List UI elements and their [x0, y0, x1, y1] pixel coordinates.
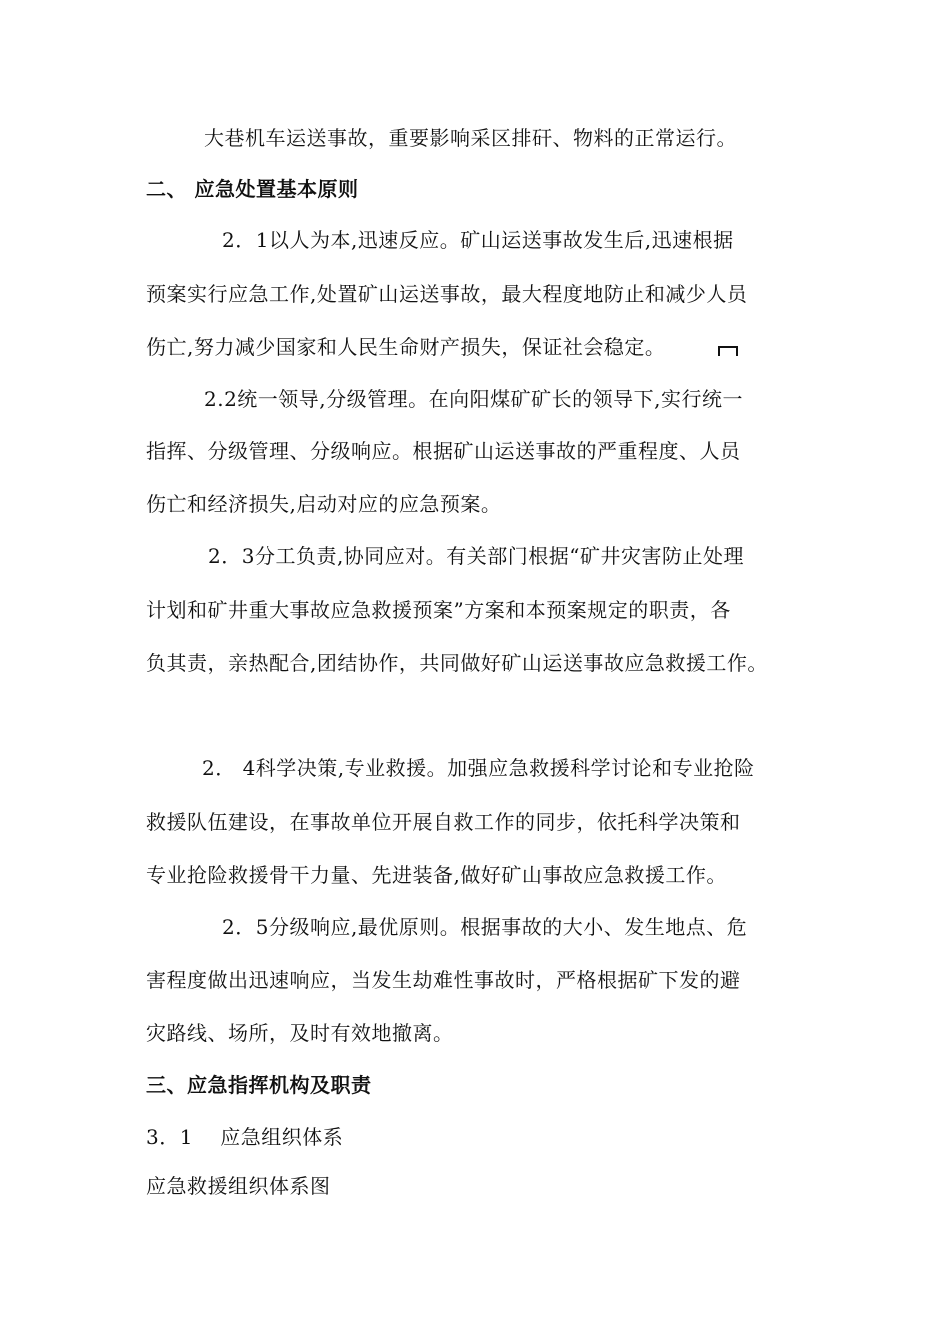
paragraph-line-2-3b: 计划和矿井重大事故应急救援预案”方案和本预案规定的职责，各 [146, 598, 731, 622]
figure-caption: 应急救援组织体系图 [146, 1174, 331, 1198]
paragraph-line-1: 大巷机车运送事故，重要影响采区排矸、物料的正常运行。 [204, 126, 737, 150]
paragraph-line-2-2c: 伤亡和经济损失,启动对应的应急预案。 [146, 492, 502, 516]
paragraph-line-2-2b: 指挥、分级管理、分级响应。根据矿山运送事故的严重程度、人员 [146, 439, 741, 463]
paragraph-line-2-4a: 2． 4科学决策,专业救援。加强应急救援科学讨论和专业抢险 [202, 756, 755, 780]
paragraph-line-2-5b: 害程度做出迅速响应，当发生劫难性事故时，严格根据矿下发的避 [146, 968, 741, 992]
paragraph-line-2-4b: 救援队伍建设，在事故单位开展自救工作的同步，依托科学决策和 [146, 810, 741, 834]
paragraph-line-2-5a: 2．5分级响应,最优原则。根据事故的大小、发生地点、危 [222, 915, 748, 939]
section-heading-2: 二、 应急处置基本原则 [146, 177, 359, 201]
paragraph-line-2-2a: 2.2统一领导,分级管理。在向阳煤矿矿长的领导下,实行统一 [204, 387, 744, 411]
paragraph-line-2-5c: 灾路线、场所，及时有效地撤离。 [146, 1021, 454, 1045]
paragraph-line-2-1a: 2．1以人为本,迅速反应。矿山运送事故发生后,迅速根据 [222, 228, 734, 252]
section-heading-3: 三、应急指挥机构及职责 [146, 1073, 372, 1097]
paragraph-line-2-1b: 预案实行应急工作,处置矿山运送事故，最大程度地防止和减少人员 [146, 282, 748, 306]
paragraph-line-2-1c: 伤亡,努力减少国家和人民生命财产损失，保证社会稳定。 [146, 335, 666, 359]
scan-mark-icon [718, 346, 738, 356]
paragraph-line-2-3a: 2．3分工负责,协同应对。有关部门根据“矿井灾害防止处理 [208, 544, 745, 568]
paragraph-line-2-4c: 专业抢险救援骨干力量、先进装备,做好矿山事故应急救援工作。 [146, 863, 727, 887]
paragraph-line-2-3c: 负其责，亲热配合,团结协作，共同做好矿山运送事故应急救援工作。 [146, 651, 768, 675]
subsection-heading-3-1: 3．1 应急组织体系 [146, 1125, 344, 1149]
